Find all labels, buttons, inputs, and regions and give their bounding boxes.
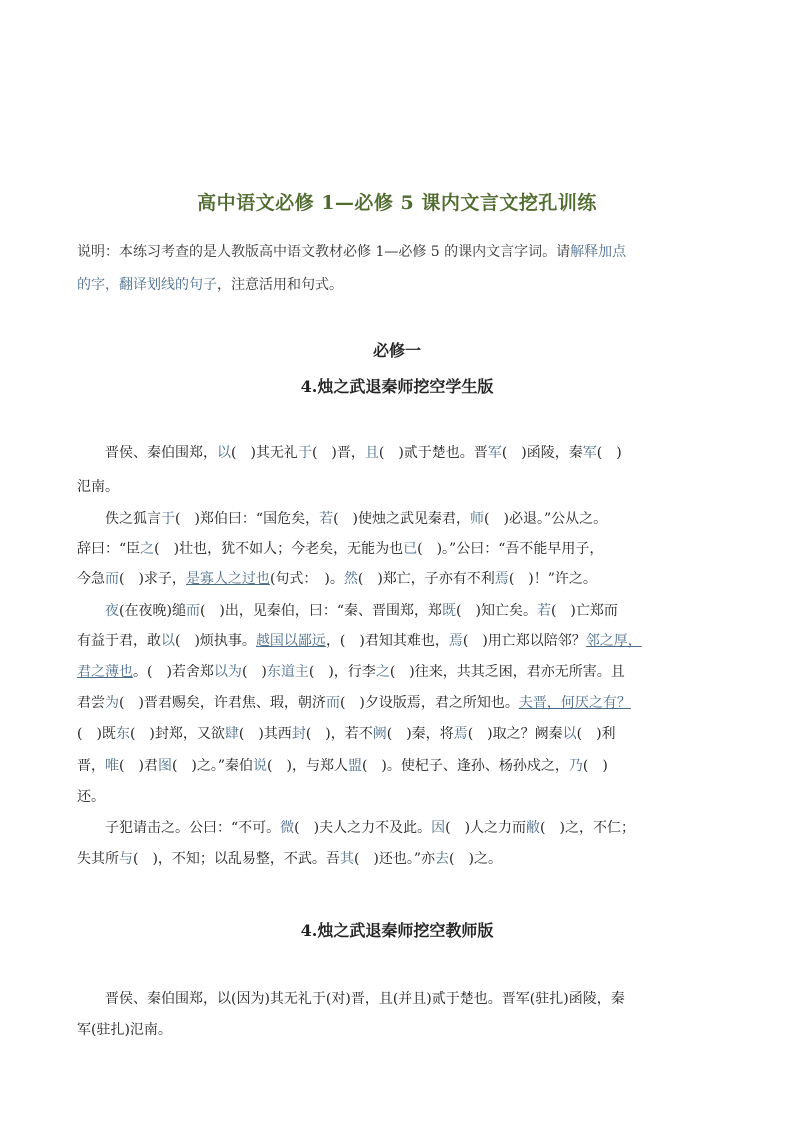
passage-text: ( )夫人之力不及此。: [294, 820, 432, 836]
passage-text: ( )夕设版焉，君之所知也。: [339, 695, 519, 711]
key-word: 而: [325, 695, 340, 711]
key-word: 于: [161, 511, 175, 527]
instructions-text: ，注意活用和句式。: [217, 277, 343, 293]
instructions-highlight: 的字，翻译划线的句子: [77, 277, 217, 293]
key-word: 阙: [372, 726, 387, 742]
key-word: 微: [280, 820, 295, 836]
passage-text: ( )出，见秦伯，曰：“秦、晋围郑，郑: [199, 603, 443, 619]
passage-text: ( )封郑，又欲: [129, 726, 225, 742]
passage-text: ( )知亡矣。: [456, 603, 537, 619]
key-word: 东道主: [266, 664, 309, 680]
passage-text: ( )。”公曰：“吾不能早用子，: [417, 541, 604, 557]
key-word: 且: [364, 445, 379, 461]
passage-text: ( )。使杞子、逢孙、杨孙戍之，: [361, 758, 569, 774]
passage-line: [77, 539, 603, 559]
passage-text: ( )函陵，秦: [501, 445, 583, 461]
passage-text: ( )亡郑而: [550, 603, 618, 619]
passage-text: ( )取之？阙秦: [467, 726, 563, 742]
passage-text: ( )晋，: [311, 445, 365, 461]
passage-line: [77, 724, 616, 744]
passage-text: 氾南。: [77, 479, 119, 495]
key-word: 其: [339, 851, 354, 867]
page-title: 高中语文必修 1—必修 5 课内文言文挖孔训练: [197, 192, 597, 214]
key-word: 然: [343, 571, 358, 587]
passage-text: (在夜晚)缒: [119, 603, 186, 619]
key-word: 若: [536, 603, 551, 619]
translate-sentence: 越国以鄙远: [255, 633, 326, 649]
passage-text: ( )，不知；以乱易整，不武。吾: [133, 851, 340, 867]
key-word: 军: [487, 445, 502, 461]
translate-sentence: 是寡人之过也: [185, 571, 270, 587]
key-word: 去: [435, 851, 450, 867]
passage-text: ( )秦，将: [386, 726, 454, 742]
translate-sentence: 君之薄也: [77, 664, 133, 680]
passage-text: ( )用亡郑以陪邻？: [462, 633, 586, 649]
passage-text: 佚之狐言: [105, 511, 161, 527]
passage-text: ( )其无礼: [231, 445, 298, 461]
passage-text: ( )郑伯曰：“国危矣，: [175, 511, 320, 527]
key-word: 夜: [105, 603, 119, 619]
passage-text: 失其所: [77, 851, 119, 867]
passage-line: [77, 756, 608, 776]
passage-text: 今急: [77, 571, 105, 587]
book-heading: 必修一: [372, 341, 421, 360]
passage-line: [105, 989, 625, 1009]
passage-text: ( )之。: [449, 851, 502, 867]
passage-text: ( )之。”秦伯: [171, 758, 254, 774]
key-word: 敝: [526, 820, 541, 836]
passage-text: 晋侯、秦伯围郑，以(因为)其无礼于(对)晋，且(并且)贰于楚也。晋军(驻扎)函陵，秦: [105, 991, 625, 1007]
passage-text: ( )郑亡，子亦有不利: [357, 571, 495, 587]
key-word: 东: [115, 726, 130, 742]
passage-text: 还。: [77, 789, 105, 805]
passage-text: ( )使烛之武见秦君，: [333, 511, 471, 527]
key-word: 为: [105, 695, 119, 711]
key-word: 说: [253, 758, 268, 774]
key-word: 军: [582, 445, 597, 461]
passage-text: ( )求子，: [119, 571, 186, 587]
passage-text: ( ): [582, 758, 608, 774]
passage-text: 子犯请击之。公曰：“不可。: [105, 820, 281, 836]
passage-text: 晋侯、秦伯围郑，: [105, 445, 217, 461]
passage-text: ( )，与郑人: [267, 758, 348, 774]
passage-line: [105, 443, 622, 463]
key-word: 盟: [347, 758, 362, 774]
key-word: 以: [217, 445, 231, 461]
passage-text: ( )晋君赐矣，许君焦、瑕，朝济: [119, 695, 326, 711]
key-word: 已: [403, 541, 418, 557]
passage-text: ，( )君知其难也，: [325, 633, 449, 649]
passage-line: [77, 631, 642, 651]
passage-line: [77, 787, 105, 807]
instructions-highlight: 解释加点: [570, 244, 627, 260]
passage-text: ( )！”许之。: [508, 571, 597, 587]
passage-text: ( )君: [119, 758, 158, 774]
key-word: 于: [297, 445, 312, 461]
key-word: 以: [562, 726, 577, 742]
passage-text: 军(驻扎)氾南。: [77, 1022, 172, 1038]
passage-text: 晋，: [77, 758, 105, 774]
passage-line: [105, 601, 618, 621]
translate-sentence: 夫晋，何厌之有？: [518, 695, 631, 711]
teacher-version-heading: 4.烛之武退秦师挖空教师版: [300, 921, 494, 940]
passage-line: [77, 693, 631, 713]
passage-text: ( )往来，共其乏困，君亦无所害。且: [389, 664, 625, 680]
key-word: 之: [140, 541, 155, 557]
key-word: 唯: [105, 758, 119, 774]
passage-text: ( ): [241, 664, 267, 680]
passage-line: [77, 662, 625, 682]
instructions-line-1: [77, 237, 727, 267]
key-word: 焉: [494, 571, 509, 587]
key-word: 既: [442, 603, 457, 619]
passage-line: [77, 569, 597, 589]
passage-text: ( )还也。”亦: [353, 851, 436, 867]
passage-text: ( )，若不: [305, 726, 373, 742]
passage-text: ( )其西: [238, 726, 292, 742]
student-version-heading: 4.烛之武退秦师挖空学生版: [300, 377, 494, 396]
passage-line: [77, 1020, 172, 1040]
passage-text: 。( )若舍郑: [133, 664, 214, 680]
key-word: 以为: [213, 664, 242, 680]
key-word: 师: [470, 511, 485, 527]
passage-text: 辞曰：“臣: [77, 541, 141, 557]
key-word: 而: [185, 603, 200, 619]
translate-sentence: 邻之厚，: [585, 633, 642, 649]
passage-text: 有益于君，敢: [77, 633, 161, 649]
passage-text: ( )壮也，犹不如人；今老矣，无能为也: [154, 541, 404, 557]
key-word: 而: [105, 571, 119, 587]
key-word: 之: [375, 664, 390, 680]
passage-line: [105, 818, 635, 838]
passage-line: [105, 509, 607, 529]
passage-text: ( )既: [77, 726, 116, 742]
passage-text: ( )利: [576, 726, 616, 742]
key-word: 与: [119, 851, 133, 867]
passage-text: ( ): [596, 445, 622, 461]
passage-text: ( )，行李: [308, 664, 376, 680]
instructions-text: 说明：本练习考查的是人教版高中语文教材必修 1—必修 5 的课内文言字词。请: [77, 244, 571, 260]
key-word: 乃: [568, 758, 583, 774]
passage-line: [77, 477, 119, 497]
key-word: 肆: [224, 726, 239, 742]
passage-line: [77, 849, 502, 869]
passage-text: ( )烦执事。: [175, 633, 256, 649]
passage-text: ( )之，不仁；: [540, 820, 635, 836]
key-word: 若: [319, 511, 334, 527]
passage-text: ( )贰于楚也。晋: [378, 445, 488, 461]
passage-text: 君尝: [77, 695, 105, 711]
passage-text: ( )人之力而: [445, 820, 527, 836]
key-word: 焉: [453, 726, 468, 742]
key-word: 因: [431, 820, 446, 836]
key-word: 封: [291, 726, 306, 742]
key-word: 图: [157, 758, 172, 774]
passage-text: ( )必退。”公从之。: [484, 511, 608, 527]
passage-text: (句式： )。: [269, 571, 344, 587]
key-word: 以: [161, 633, 175, 649]
key-word: 焉: [448, 633, 463, 649]
instructions-line-2: [77, 270, 727, 300]
